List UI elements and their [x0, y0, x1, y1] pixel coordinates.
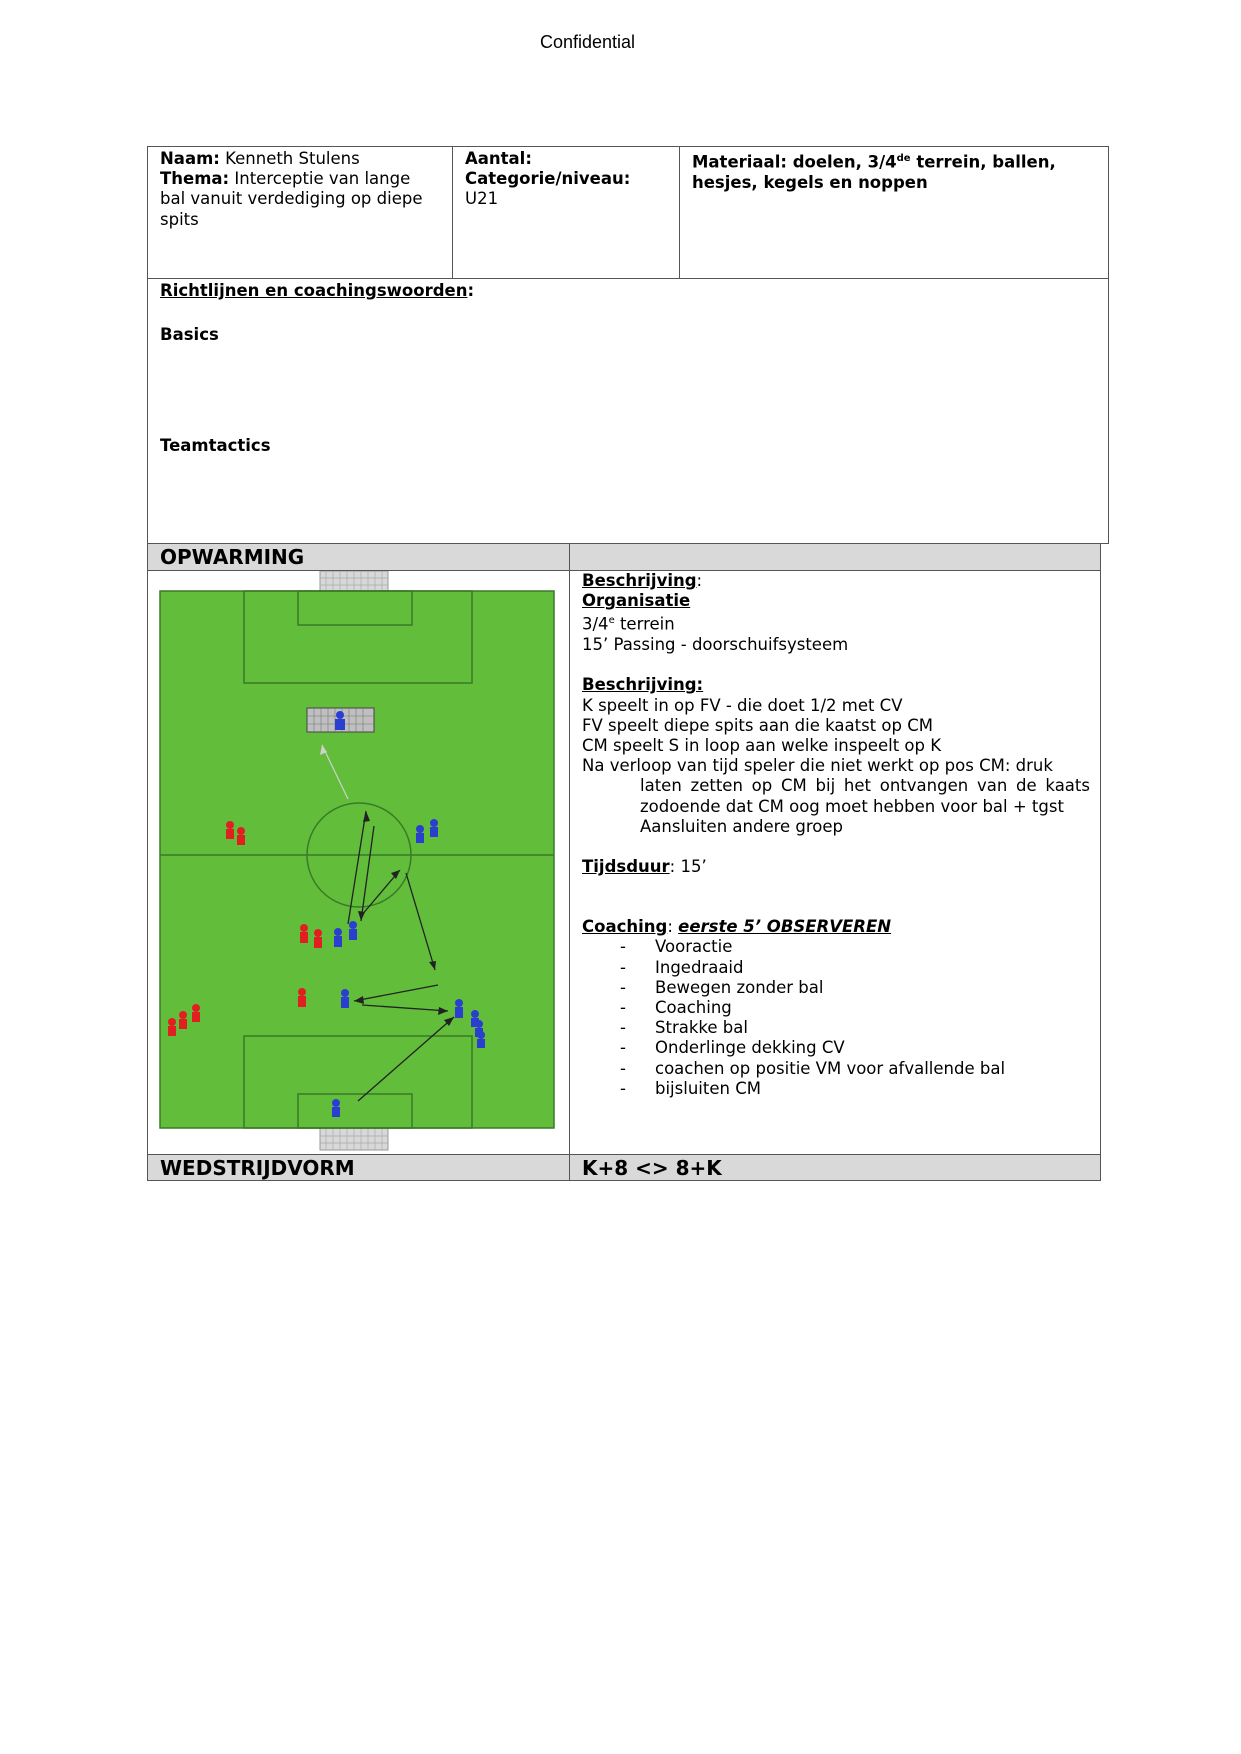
- beschrijving-colon: :: [696, 571, 703, 590]
- tijdsduur-label: Tijdsduur: [582, 856, 670, 876]
- teamtactics-label: Teamtactics: [160, 436, 271, 456]
- org-line1-sup: e: [608, 615, 615, 627]
- materiaal-label: Materiaal: doelen, 3/4: [692, 152, 897, 172]
- materiaal-rest: terrein, ballen, hesjes, kegels en noppen: [692, 152, 1056, 192]
- opwarming-heading-right: [569, 543, 1101, 571]
- pitch-grass: [160, 591, 554, 1128]
- desc-line5: Aansluiten andere groep: [640, 816, 844, 836]
- coaching-colon: :: [667, 917, 679, 937]
- list-item: - Ingedraaid: [582, 958, 1090, 978]
- categorie-value: U21: [465, 189, 499, 209]
- info-cell-aantal: [452, 146, 680, 279]
- aantal-label: Aantal:: [465, 149, 532, 168]
- org-line1: 3/4: [582, 614, 609, 634]
- naam-value: Kenneth Stulens: [225, 149, 360, 168]
- org-line1-rest: terrein: [614, 614, 675, 634]
- beschrijving2-title: Beschrijving:: [582, 675, 704, 695]
- desc-line1: K speelt in op FV - die doet 1/2 met CV: [582, 695, 903, 715]
- basics-label: Basics: [160, 325, 219, 345]
- tijdsduur-value: : 15’: [669, 856, 707, 876]
- opwarming-heading: OPWARMING: [147, 543, 570, 571]
- materiaal-sup: de: [896, 153, 911, 164]
- coaching-emphasis: eerste 5’ OBSERVEREN: [678, 917, 892, 937]
- organisatie-title: Organisatie: [582, 591, 691, 611]
- list-item: - Strakke bal: [582, 1018, 1090, 1038]
- thema-value: Interceptie van lange bal vanuit verdediging op diepe spits: [160, 169, 423, 229]
- org-line2: 15’ Passing - doorschuifsysteem: [582, 635, 849, 655]
- wedstrijdvorm-heading: WEDSTRIJDVORM: [147, 1154, 570, 1181]
- list-item: - Bewegen zonder bal: [582, 978, 1090, 998]
- wedstrijdvorm-value: K+8 <> 8+K: [569, 1154, 1101, 1181]
- list-item: - bijsluiten CM: [582, 1079, 1090, 1099]
- thema-label: Thema:: [160, 169, 230, 189]
- naam-label: Naam:: [160, 149, 220, 168]
- info-cell-naam: [147, 146, 453, 279]
- diagram-cell: [147, 570, 570, 1155]
- desc-line2: FV speelt diepe spits aan die kaatst op CM: [582, 715, 933, 735]
- desc-line4-first: Na verloop van tijd speler die niet werkt op pos CM: druk: [582, 756, 1053, 776]
- coaching-label: Coaching: [582, 917, 668, 937]
- desc-line4-rest: laten zetten op CM bij het ontvangen van de kaats zodoende dat CM oog moet hebben voor bal + tgst: [640, 776, 1090, 816]
- confidential-header: Confidential: [539, 32, 636, 52]
- list-item: - Coaching: [582, 998, 1090, 1018]
- desc-line3: CM speelt S in loop aan welke inspeelt op K: [582, 735, 942, 755]
- info-cell-materiaal: [679, 146, 1109, 279]
- pitch-diagram: [148, 571, 569, 1154]
- richtlijnen-cell: [147, 278, 1109, 544]
- categorie-label: Categorie/niveau:: [465, 169, 631, 189]
- description-cell: [569, 570, 1101, 1155]
- richtlijnen-colon: :: [467, 281, 475, 300]
- coaching-list: [582, 937, 1090, 1099]
- list-item: - Onderlinge dekking CV: [582, 1038, 1090, 1058]
- list-item: - Vooractie: [582, 937, 1090, 957]
- beschrijving-title: Beschrijving: [582, 571, 697, 590]
- richtlijnen-title: Richtlijnen en coachingswoorden: [160, 281, 468, 300]
- list-item: - coachen op positie VM voor afvallende bal: [582, 1059, 1090, 1079]
